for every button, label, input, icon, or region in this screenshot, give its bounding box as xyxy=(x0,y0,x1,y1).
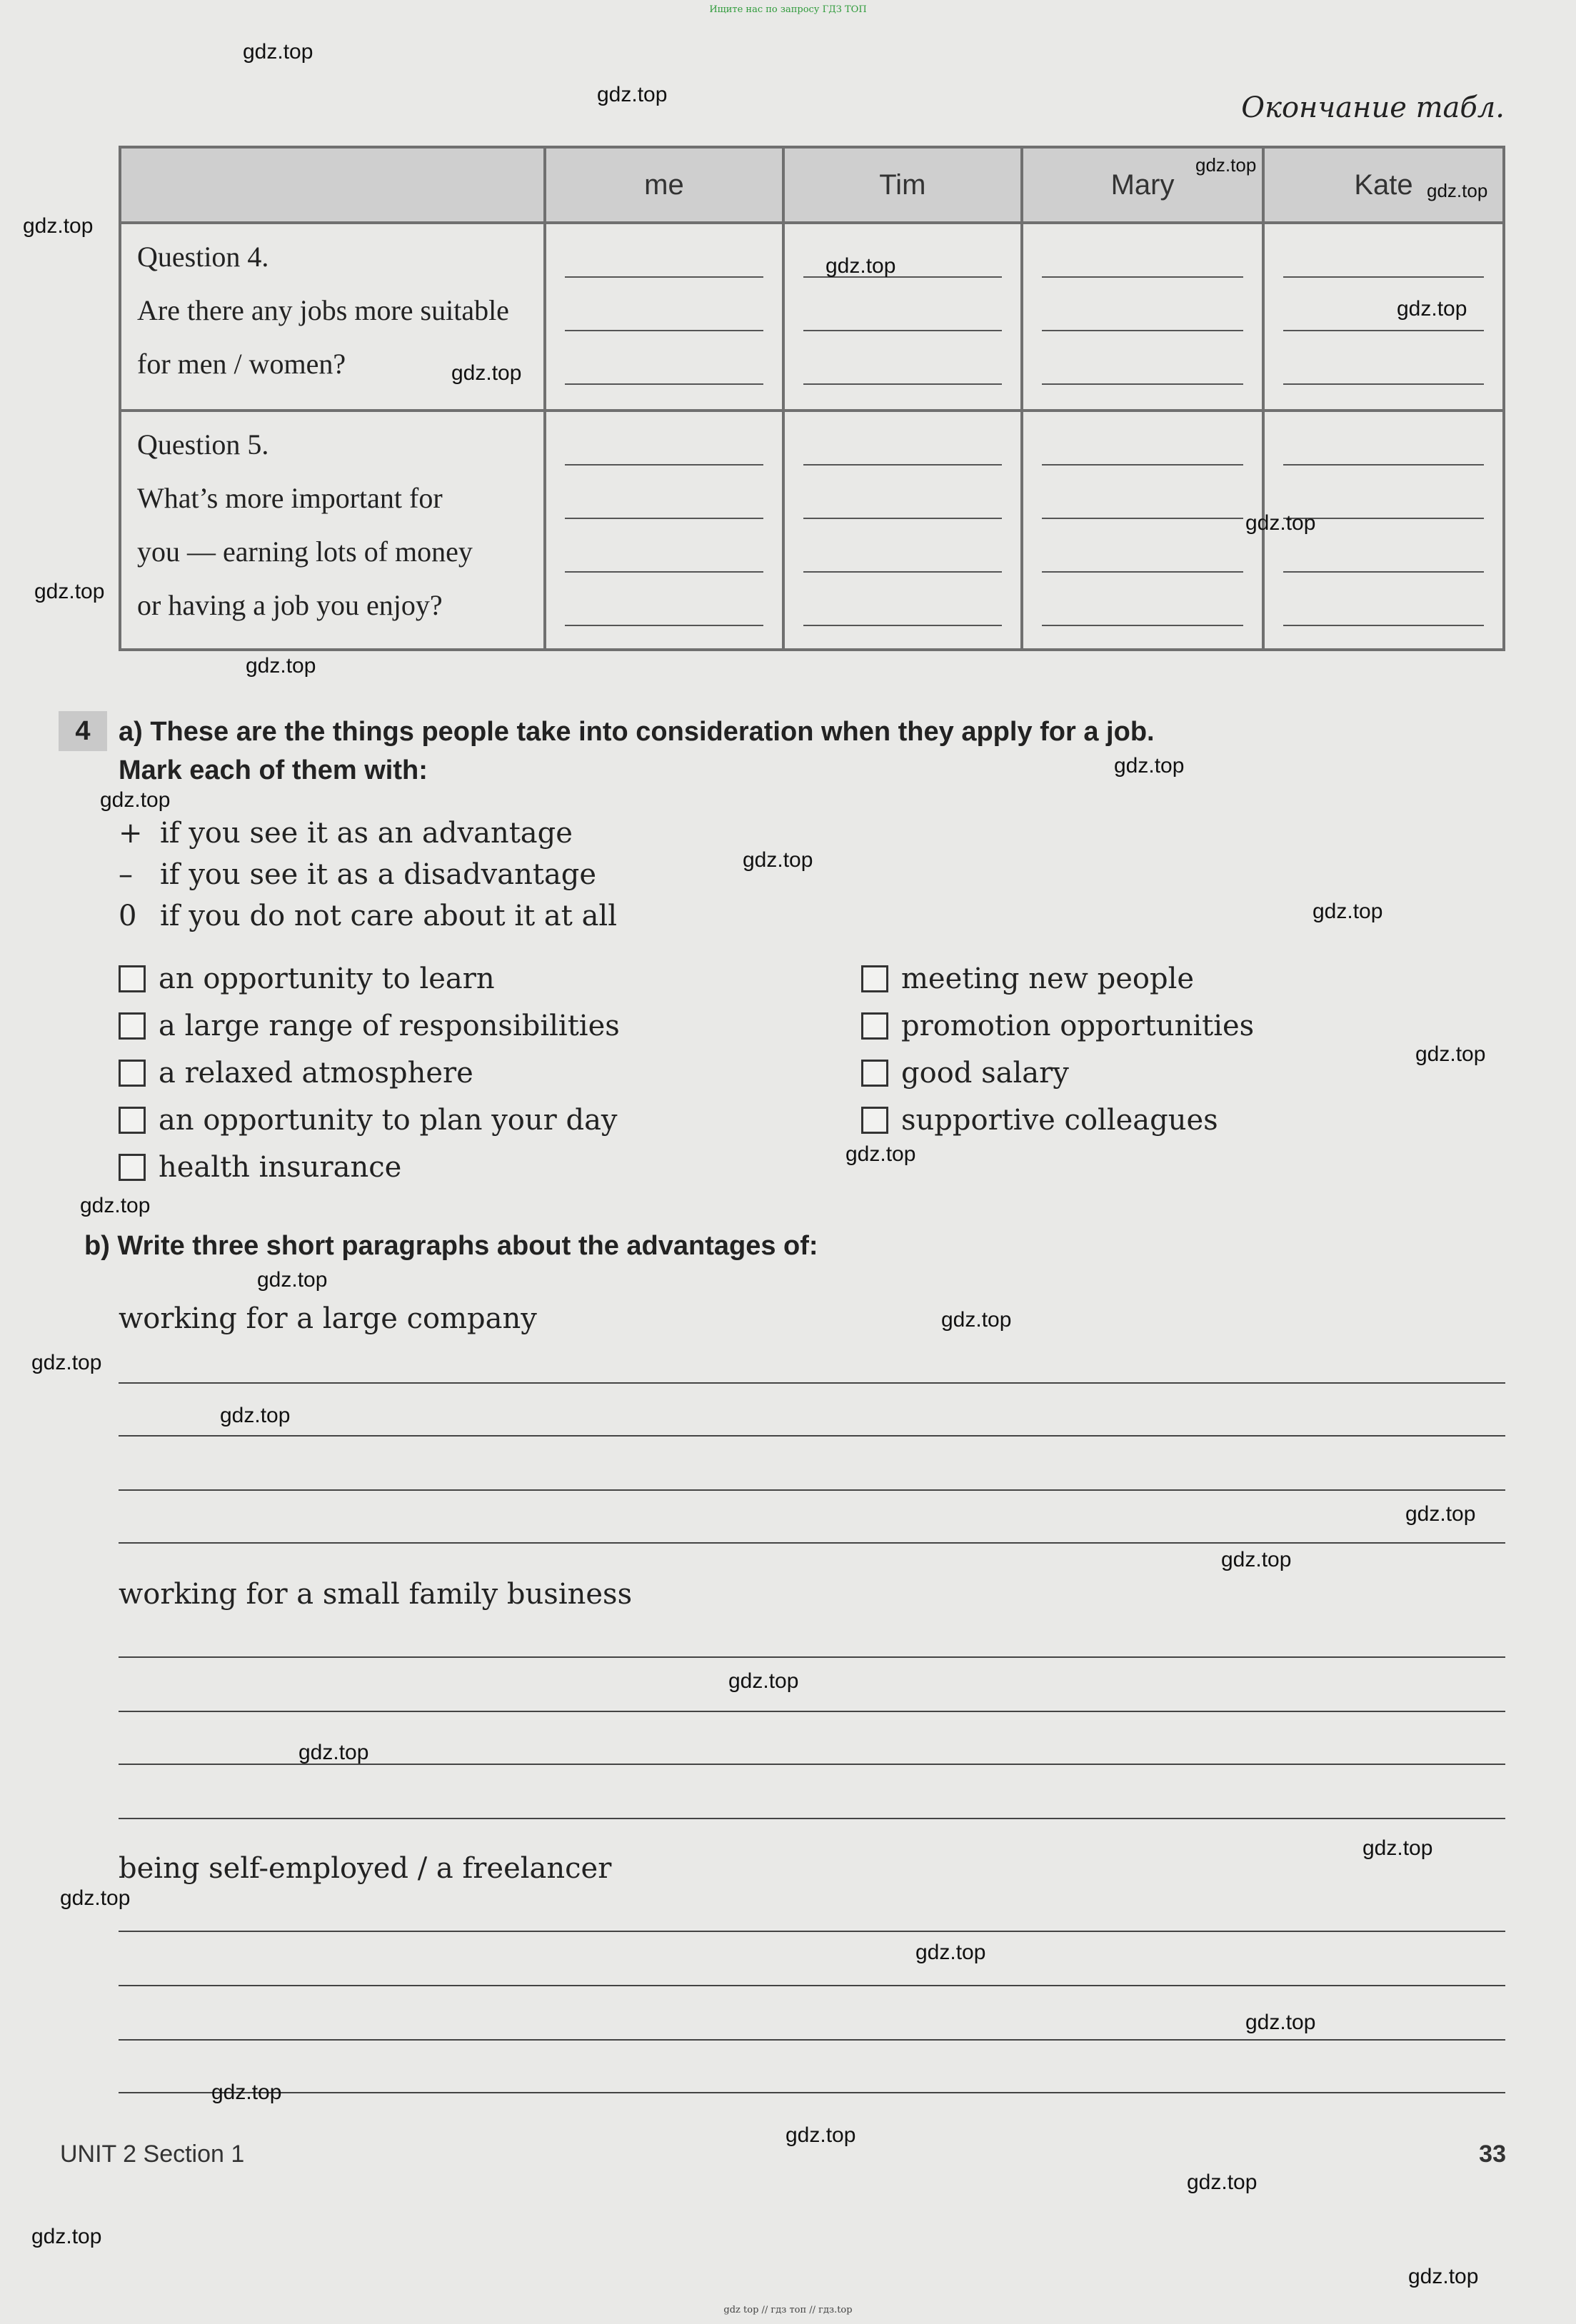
legend-disadvantage xyxy=(119,858,596,891)
paragraph-topic-freelancer: being self-employed / a freelancer xyxy=(119,1852,612,1885)
top-banner: Ищите нас по запросу ГДЗ ТОП xyxy=(709,4,867,15)
survey-table xyxy=(119,146,1505,651)
writing-line[interactable] xyxy=(119,1711,1505,1712)
checkbox-label: a relaxed atmosphere xyxy=(159,1057,473,1090)
exercise-4b-heading: b) Write three short paragraphs about the advantages of: xyxy=(84,1231,818,1261)
watermark: gdz.top xyxy=(941,1308,1012,1332)
checkbox-label: a large range of responsibilities xyxy=(159,1010,620,1042)
exercise-4a-title-line-1: a) These are the things people take into consideration when they apply for a job. xyxy=(119,717,1155,747)
watermark: gdz.top xyxy=(1187,2170,1258,2194)
answer-line[interactable] xyxy=(1283,331,1484,385)
question-5-text-line: What’s more important for xyxy=(137,482,443,514)
watermark: gdz.top xyxy=(100,788,171,812)
checkbox[interactable] xyxy=(861,1012,888,1040)
answer-line[interactable] xyxy=(1042,224,1243,278)
checkbox-label: meeting new people xyxy=(901,962,1195,995)
table-header-row xyxy=(120,147,1504,223)
legend-text: if you do not care about it at all xyxy=(160,900,617,932)
watermark: gdz.top xyxy=(1397,297,1467,321)
watermark: gdz.top xyxy=(1362,1836,1433,1860)
legend-text: if you see it as a disadvantage xyxy=(160,858,597,891)
answer-line[interactable] xyxy=(1042,573,1243,626)
checkbox[interactable] xyxy=(119,1154,146,1181)
table-header-me: me xyxy=(545,147,783,223)
checkbox-label: health insurance xyxy=(159,1151,402,1184)
checkbox[interactable] xyxy=(119,1060,146,1087)
writing-line[interactable] xyxy=(119,1656,1505,1658)
watermark: gdz.top xyxy=(298,1741,369,1764)
legend-symbol: + xyxy=(119,817,143,850)
watermark: gdz.top xyxy=(825,254,896,278)
answer-line[interactable] xyxy=(565,412,763,466)
watermark: gdz.top xyxy=(743,848,813,872)
answer-cell-me[interactable] xyxy=(545,223,783,411)
checkbox-item xyxy=(861,1104,1218,1137)
checkbox[interactable] xyxy=(861,1107,888,1134)
answer-line[interactable] xyxy=(803,331,1003,385)
watermark: gdz.top xyxy=(211,2081,282,2104)
watermark: gdz.top xyxy=(31,2225,102,2248)
exercise-number: 4 xyxy=(59,711,107,751)
table-header-mary: Mary xyxy=(1022,147,1263,223)
table-row-question-4 xyxy=(120,223,1504,411)
writing-line[interactable] xyxy=(119,1818,1505,1819)
watermark: gdz.top xyxy=(1427,180,1488,201)
answer-line[interactable] xyxy=(565,331,763,385)
watermark: gdz.top xyxy=(915,1941,986,1964)
watermark: gdz.top xyxy=(1313,900,1383,923)
answer-line[interactable] xyxy=(803,278,1003,331)
watermark: gdz.top xyxy=(1405,1502,1476,1526)
answer-line[interactable] xyxy=(565,573,763,626)
checkbox-item xyxy=(119,1010,620,1042)
answer-line[interactable] xyxy=(565,466,763,519)
writing-line[interactable] xyxy=(119,1489,1505,1491)
watermark: gdz.top xyxy=(845,1142,916,1166)
watermark: gdz.top xyxy=(60,1886,131,1910)
answer-line[interactable] xyxy=(1283,573,1484,626)
checkbox-item xyxy=(119,962,495,995)
checkbox-item xyxy=(119,1151,401,1184)
exercise-4a-title-line-2: Mark each of them with: xyxy=(119,755,428,785)
page-number: 33 xyxy=(1479,2141,1506,2168)
checkbox[interactable] xyxy=(119,1012,146,1040)
watermark: gdz.top xyxy=(597,83,668,106)
checkbox-item xyxy=(861,1057,1069,1090)
watermark: gdz.top xyxy=(220,1404,291,1427)
answer-cell-tim[interactable] xyxy=(783,411,1023,650)
watermark: gdz.top xyxy=(1114,754,1185,778)
answer-line[interactable] xyxy=(1042,278,1243,331)
table-continuation-label: Окончание табл. xyxy=(1241,91,1505,124)
checkbox-item xyxy=(861,1010,1254,1042)
answer-line[interactable] xyxy=(803,519,1003,573)
answer-line[interactable] xyxy=(1283,412,1484,466)
question-5-number: Question 5. xyxy=(137,428,269,461)
answer-cell-tim[interactable] xyxy=(783,223,1023,411)
writing-line[interactable] xyxy=(119,1542,1505,1544)
legend-symbol: – xyxy=(119,858,133,891)
checkbox-item xyxy=(119,1104,618,1137)
checkbox-label: supportive colleagues xyxy=(901,1104,1218,1137)
watermark: gdz.top xyxy=(34,580,105,603)
watermark: gdz.top xyxy=(257,1268,328,1292)
checkbox-item xyxy=(119,1057,473,1090)
table-header-kate: Kate xyxy=(1263,147,1504,223)
writing-line[interactable] xyxy=(119,2092,1505,2093)
answer-line[interactable] xyxy=(1042,412,1243,466)
legend-no-care xyxy=(119,900,617,932)
answer-line[interactable] xyxy=(565,278,763,331)
question-4-text-line: for men / women? xyxy=(137,348,346,380)
legend-advantage xyxy=(119,817,573,850)
question-5-text-line: or having a job you enjoy? xyxy=(137,589,443,621)
answer-line[interactable] xyxy=(803,573,1003,626)
writing-line[interactable] xyxy=(119,1382,1505,1384)
watermark: gdz.top xyxy=(80,1194,151,1217)
watermark: gdz.top xyxy=(31,1351,102,1374)
question-5-cell xyxy=(120,411,545,650)
question-4-text-line: Are there any jobs more suitable xyxy=(137,294,509,326)
watermark: gdz.top xyxy=(243,40,313,64)
footer-unit-section: UNIT 2 Section 1 xyxy=(60,2141,245,2168)
exercise-4a-heading xyxy=(119,713,1155,790)
checkbox[interactable] xyxy=(861,1060,888,1087)
answer-cell-me[interactable] xyxy=(545,411,783,650)
checkbox-label: an opportunity to learn xyxy=(159,962,495,995)
watermark: gdz.top xyxy=(1245,511,1316,535)
watermark: gdz.top xyxy=(246,654,316,678)
answer-cell-mary[interactable] xyxy=(1022,411,1263,650)
table-header-blank xyxy=(120,147,545,223)
watermark: gdz.top xyxy=(1408,2265,1479,2288)
watermark: gdz.top xyxy=(1221,1548,1292,1571)
legend-symbol: 0 xyxy=(119,900,137,932)
checkbox[interactable] xyxy=(861,965,888,992)
paragraph-topic-family-business: working for a small family business xyxy=(119,1578,633,1611)
watermark: gdz.top xyxy=(1195,154,1257,176)
watermark: gdz.top xyxy=(1245,2011,1316,2034)
answer-line[interactable] xyxy=(1283,224,1484,278)
question-4-number: Question 4. xyxy=(137,241,269,273)
writing-line[interactable] xyxy=(119,1985,1505,1986)
writing-line[interactable] xyxy=(119,1435,1505,1437)
checkbox-label: good salary xyxy=(901,1057,1069,1090)
checkbox[interactable] xyxy=(119,965,146,992)
table-header-tim: Tim xyxy=(783,147,1023,223)
bottom-banner: gdz top // гдз топ // гдз.top xyxy=(723,2305,853,2315)
answer-line[interactable] xyxy=(1042,466,1243,519)
legend-text: if you see it as an advantage xyxy=(160,817,573,850)
writing-line[interactable] xyxy=(119,1931,1505,1932)
question-5-text-line: you — earning lots of money xyxy=(137,535,473,568)
answer-line[interactable] xyxy=(1042,519,1243,573)
checkbox-item xyxy=(861,962,1194,995)
watermark: gdz.top xyxy=(786,2123,856,2147)
answer-line[interactable] xyxy=(803,412,1003,466)
paragraph-topic-large-company: working for a large company xyxy=(119,1302,537,1335)
watermark: gdz.top xyxy=(23,214,94,238)
answer-line[interactable] xyxy=(565,224,763,278)
watermark: gdz.top xyxy=(451,361,522,385)
answer-line[interactable] xyxy=(1042,331,1243,385)
checkbox-label: an opportunity to plan your day xyxy=(159,1104,618,1137)
writing-line[interactable] xyxy=(119,2039,1505,2041)
answer-cell-mary[interactable] xyxy=(1022,223,1263,411)
checkbox-label: promotion opportunities xyxy=(901,1010,1255,1042)
answer-line[interactable] xyxy=(803,466,1003,519)
checkbox[interactable] xyxy=(119,1107,146,1134)
watermark: gdz.top xyxy=(728,1669,799,1693)
answer-line[interactable] xyxy=(565,519,763,573)
answer-cell-kate[interactable] xyxy=(1263,223,1504,411)
watermark: gdz.top xyxy=(1415,1042,1486,1066)
